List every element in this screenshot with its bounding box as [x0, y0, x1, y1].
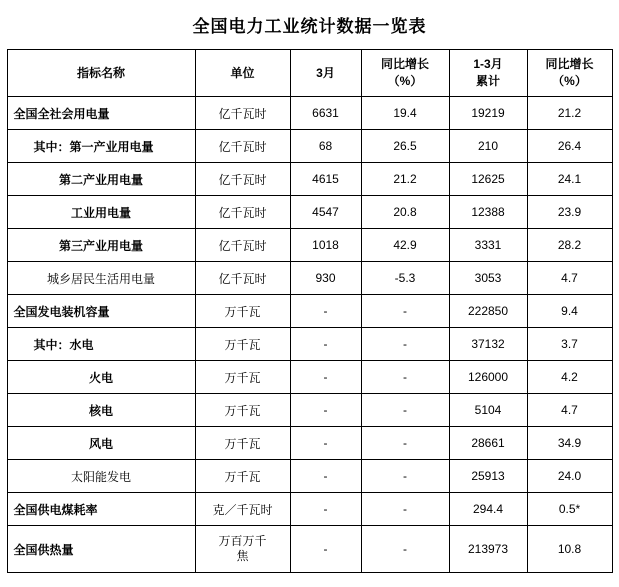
- row-cumulative-yoy: 10.8: [527, 526, 612, 573]
- row-unit: 亿千瓦时: [195, 130, 290, 163]
- table-row: [7, 130, 612, 163]
- row-march-value: 4547: [290, 196, 361, 229]
- page-title: 全国电力工业统计数据一览表: [192, 17, 427, 36]
- column-header-indicator-name: 指标名称: [7, 50, 195, 97]
- table-row: [7, 493, 612, 526]
- row-march-yoy: -: [361, 295, 449, 328]
- row-unit: 万千瓦: [195, 460, 290, 493]
- row-march-value: -: [290, 526, 361, 573]
- row-march-yoy: -: [361, 460, 449, 493]
- row-cumulative-value: 37132: [449, 328, 527, 361]
- row-cumulative-value: 19219: [449, 97, 527, 130]
- row-cumulative-yoy: 24.1: [527, 163, 612, 196]
- row-march-yoy: 42.9: [361, 229, 449, 262]
- table-row: [7, 328, 612, 361]
- row-cumulative-yoy: 4.7: [527, 262, 612, 295]
- table-row: [7, 97, 612, 130]
- row-indicator-name: 风电: [7, 427, 195, 460]
- column-header-yoy-cumulative-line2: （%）: [552, 74, 587, 88]
- column-header-cumulative-line2: 累计: [475, 74, 500, 88]
- row-indicator-name: 全国发电装机容量: [7, 295, 195, 328]
- row-unit: 亿千瓦时: [195, 196, 290, 229]
- row-unit-line2: 焦: [236, 549, 249, 563]
- row-cumulative-yoy: 0.5*: [527, 493, 612, 526]
- row-unit: 万千瓦: [195, 328, 290, 361]
- row-cumulative-yoy: 21.2: [527, 97, 612, 130]
- row-cumulative-yoy: 26.4: [527, 130, 612, 163]
- row-march-value: 930: [290, 262, 361, 295]
- row-unit: 万千瓦: [195, 361, 290, 394]
- row-march-yoy: 21.2: [361, 163, 449, 196]
- row-unit: [195, 526, 290, 573]
- row-cumulative-yoy: 23.9: [527, 196, 612, 229]
- row-cumulative-value: 213973: [449, 526, 527, 573]
- row-indicator-name: 全国全社会用电量: [7, 97, 195, 130]
- row-cumulative-yoy: 9.4: [527, 295, 612, 328]
- table-body: [7, 97, 612, 573]
- table-row: [7, 394, 612, 427]
- row-indicator-name: 其中：第一产业用电量: [7, 130, 195, 163]
- row-unit-line1: 万百万千: [218, 534, 267, 548]
- row-cumulative-value: 28661: [449, 427, 527, 460]
- row-cumulative-yoy: 28.2: [527, 229, 612, 262]
- row-march-yoy: -: [361, 526, 449, 573]
- row-cumulative-value: 222850: [449, 295, 527, 328]
- column-header-unit: 单位: [195, 50, 290, 97]
- row-indicator-name: 全国供热量: [7, 526, 195, 573]
- table-row: [7, 460, 612, 493]
- row-cumulative-yoy: 3.7: [527, 328, 612, 361]
- power-statistics-table: [7, 49, 613, 573]
- row-indicator-name: 全国供电煤耗率: [7, 493, 195, 526]
- column-header-yoy-cumulative-line1: 同比增长: [545, 57, 594, 71]
- column-header-yoy-march: [361, 50, 449, 97]
- row-unit: 亿千瓦时: [195, 229, 290, 262]
- row-indicator-name: 城乡居民生活用电量: [7, 262, 195, 295]
- table-row: [7, 196, 612, 229]
- row-march-value: 68: [290, 130, 361, 163]
- row-march-value: 6631: [290, 97, 361, 130]
- row-cumulative-value: 5104: [449, 394, 527, 427]
- table-row: [7, 295, 612, 328]
- row-unit: 亿千瓦时: [195, 163, 290, 196]
- column-header-cumulative-line1: 1-3月: [473, 57, 503, 71]
- row-indicator-name: 工业用电量: [7, 196, 195, 229]
- column-header-yoy-march-line2: （%）: [387, 74, 423, 88]
- row-indicator-name: 核电: [7, 394, 195, 427]
- row-cumulative-yoy: 4.2: [527, 361, 612, 394]
- row-cumulative-value: 294.4: [449, 493, 527, 526]
- row-indicator-name: 第二产业用电量: [7, 163, 195, 196]
- row-march-yoy: -: [361, 427, 449, 460]
- row-march-value: -: [290, 460, 361, 493]
- row-march-value: -: [290, 361, 361, 394]
- row-indicator-name: 第三产业用电量: [7, 229, 195, 262]
- row-indicator-name: 其中：水电: [7, 328, 195, 361]
- row-march-value: -: [290, 328, 361, 361]
- row-march-value: -: [290, 427, 361, 460]
- table-row: [7, 229, 612, 262]
- row-unit: 克／千瓦时: [195, 493, 290, 526]
- row-march-yoy: 26.5: [361, 130, 449, 163]
- row-march-value: -: [290, 493, 361, 526]
- column-header-yoy-march-line1: 同比增长: [380, 57, 429, 71]
- row-march-yoy: -: [361, 394, 449, 427]
- row-march-yoy: -: [361, 361, 449, 394]
- row-march-yoy: -: [361, 328, 449, 361]
- row-cumulative-yoy: 24.0: [527, 460, 612, 493]
- column-header-yoy-cumulative: [527, 50, 612, 97]
- row-indicator-name: 火电: [7, 361, 195, 394]
- column-header-cumulative: [449, 50, 527, 97]
- row-march-value: -: [290, 394, 361, 427]
- row-cumulative-yoy: 4.7: [527, 394, 612, 427]
- row-unit: 亿千瓦时: [195, 262, 290, 295]
- row-cumulative-value: 210: [449, 130, 527, 163]
- row-indicator-name: 太阳能发电: [7, 460, 195, 493]
- table-row: [7, 427, 612, 460]
- table-row: [7, 262, 612, 295]
- row-cumulative-value: 25913: [449, 460, 527, 493]
- row-cumulative-yoy: 34.9: [527, 427, 612, 460]
- table-row: [7, 526, 612, 573]
- row-march-value: 1018: [290, 229, 361, 262]
- row-march-value: 4615: [290, 163, 361, 196]
- column-header-march: 3月: [290, 50, 361, 97]
- row-unit: 万千瓦: [195, 394, 290, 427]
- row-unit: 万千瓦: [195, 427, 290, 460]
- row-unit: 万千瓦: [195, 295, 290, 328]
- row-march-yoy: 20.8: [361, 196, 449, 229]
- row-cumulative-value: 3331: [449, 229, 527, 262]
- row-march-value: -: [290, 295, 361, 328]
- row-cumulative-value: 3053: [449, 262, 527, 295]
- row-march-yoy: -: [361, 493, 449, 526]
- row-cumulative-value: 126000: [449, 361, 527, 394]
- row-unit: 亿千瓦时: [195, 97, 290, 130]
- row-march-yoy: -5.3: [361, 262, 449, 295]
- table-header-row: [7, 50, 612, 97]
- row-cumulative-value: 12388: [449, 196, 527, 229]
- row-march-yoy: 19.4: [361, 97, 449, 130]
- row-cumulative-value: 12625: [449, 163, 527, 196]
- table-row: [7, 163, 612, 196]
- table-row: [7, 361, 612, 394]
